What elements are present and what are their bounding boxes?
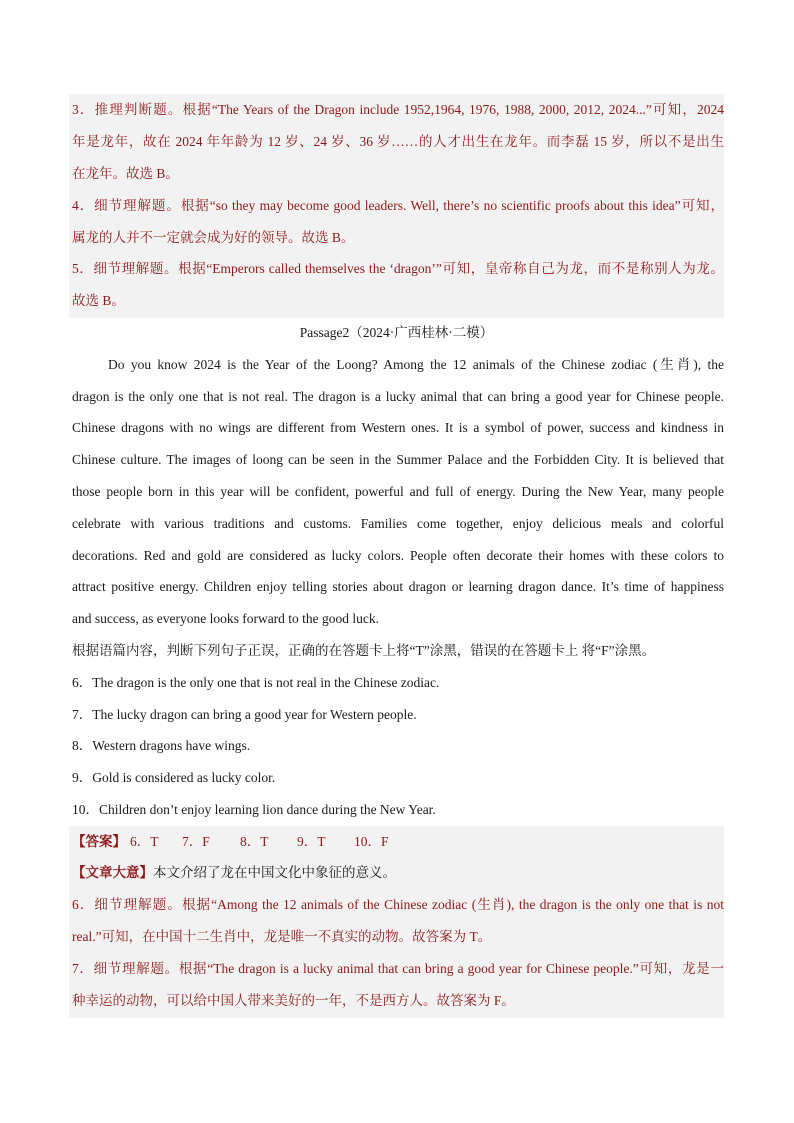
passage-line: celebrate with various traditions and customs. Families come together, enjoy delicious meals and colorful bbox=[72, 516, 724, 531]
explanation-line: 3．推理判断题。根据“The Years of the Dragon include 1952,1964, 1976, 1988, 2000, 2012, 2024...”可知，2024 bbox=[72, 102, 724, 117]
passage-line: dragon is the only one that is not real. The dragon is a lucky animal that can bring a good year for Chinese people. bbox=[72, 389, 724, 404]
answer-label: 【答案】 bbox=[72, 834, 126, 849]
explanation-line: 在龙年。故选 B。 bbox=[72, 166, 179, 181]
answer-item: 10．F bbox=[354, 834, 389, 849]
explanation-line: 6．细节理解题。根据“Among the 12 animals of the Chinese zodiac (生肖), the dragon is the only one that is not bbox=[72, 897, 724, 912]
instruction-text: 根据语篇内容，判断下列句子正误，正确的在答题卡上将“T”涂黑，错误的在答题卡上 将“F”涂黑。 bbox=[72, 643, 656, 658]
question-item: 10．Children don’t enjoy learning lion dance during the New Year. bbox=[72, 802, 436, 817]
summary-line bbox=[72, 864, 724, 882]
explanation-line: 7．细节理解题。根据“The dragon is a lucky animal that can bring a good year for Chinese people.”可知，龙是一 bbox=[72, 961, 724, 976]
explanation-line: 种幸运的动物，可以给中国人带来美好的一年，不是西方人。故答案为 F。 bbox=[72, 993, 515, 1008]
answer-item: 8．T bbox=[240, 834, 269, 849]
question-item: 8．Western dragons have wings. bbox=[72, 738, 251, 753]
passage-line: Chinese dragons with no wings are different from Western ones. It is a symbol of power, success and kindness in bbox=[72, 420, 724, 435]
passage-line: Chinese culture. The images of loong can be seen in the Summer Palace and the Forbidden City. It is believed that bbox=[72, 452, 724, 467]
answer-line bbox=[72, 833, 724, 851]
answer-item: 6．T bbox=[130, 834, 159, 849]
passage-line: decorations. Red and gold are considered as lucky colors. People often decorate their homes with these colors to bbox=[72, 548, 724, 563]
explanation-background-bottom bbox=[69, 826, 724, 1018]
explanation-line: 年是龙年，故在 2024 年年龄为 12 岁、24 岁、36 岁……的人才出生在龙年。而李磊 15 岁，所以不是出生 bbox=[72, 134, 724, 149]
question-item: 7．The lucky dragon can bring a good year for Western people. bbox=[72, 707, 417, 722]
question-item: 6．The dragon is the only one that is not real in the Chinese zodiac. bbox=[72, 675, 440, 690]
explanation-line: 属龙的人并不一定就会成为好的领导。故选 B。 bbox=[72, 230, 355, 245]
answer-item: 9．T bbox=[297, 834, 326, 849]
passage-line: attract positive energy. Children enjoy telling stories about dragon or learning dragon dance. It’s time of happiness bbox=[72, 579, 724, 594]
answer-item: 7．F bbox=[182, 834, 210, 849]
summary-label: 【文章大意】 bbox=[72, 865, 153, 880]
passage-line: Do you know 2024 is the Year of the Loong? Among the 12 animals of the Chinese zodiac (生肖), the bbox=[108, 357, 724, 372]
explanation-line: 故选 B。 bbox=[72, 293, 125, 308]
summary-text: 本文介绍了龙在中国文化中象征的意义。 bbox=[153, 865, 396, 880]
passage-line: and success, as everyone looks forward to the good luck. bbox=[72, 611, 380, 626]
explanation-line: real.”可知，在中国十二生肖中，龙是唯一不真实的动物。故答案为 T。 bbox=[72, 929, 492, 944]
question-item: 9．Gold is considered as lucky color. bbox=[72, 770, 276, 785]
explanation-line: 4．细节理解题。根据“so they may become good leaders. Well, there’s no scientific proofs about this idea”可知， bbox=[72, 198, 724, 213]
passage-line: those people born in this year will be confident, powerful and full of energy. During the New Year, many people bbox=[72, 484, 724, 499]
passage-title: Passage2（2024·广西桂林·二模） bbox=[299, 325, 494, 340]
explanation-line: 5．细节理解题。根据“Emperors called themselves the ‘dragon’”可知，皇帝称自己为龙，而不是称别人为龙。 bbox=[72, 261, 724, 276]
